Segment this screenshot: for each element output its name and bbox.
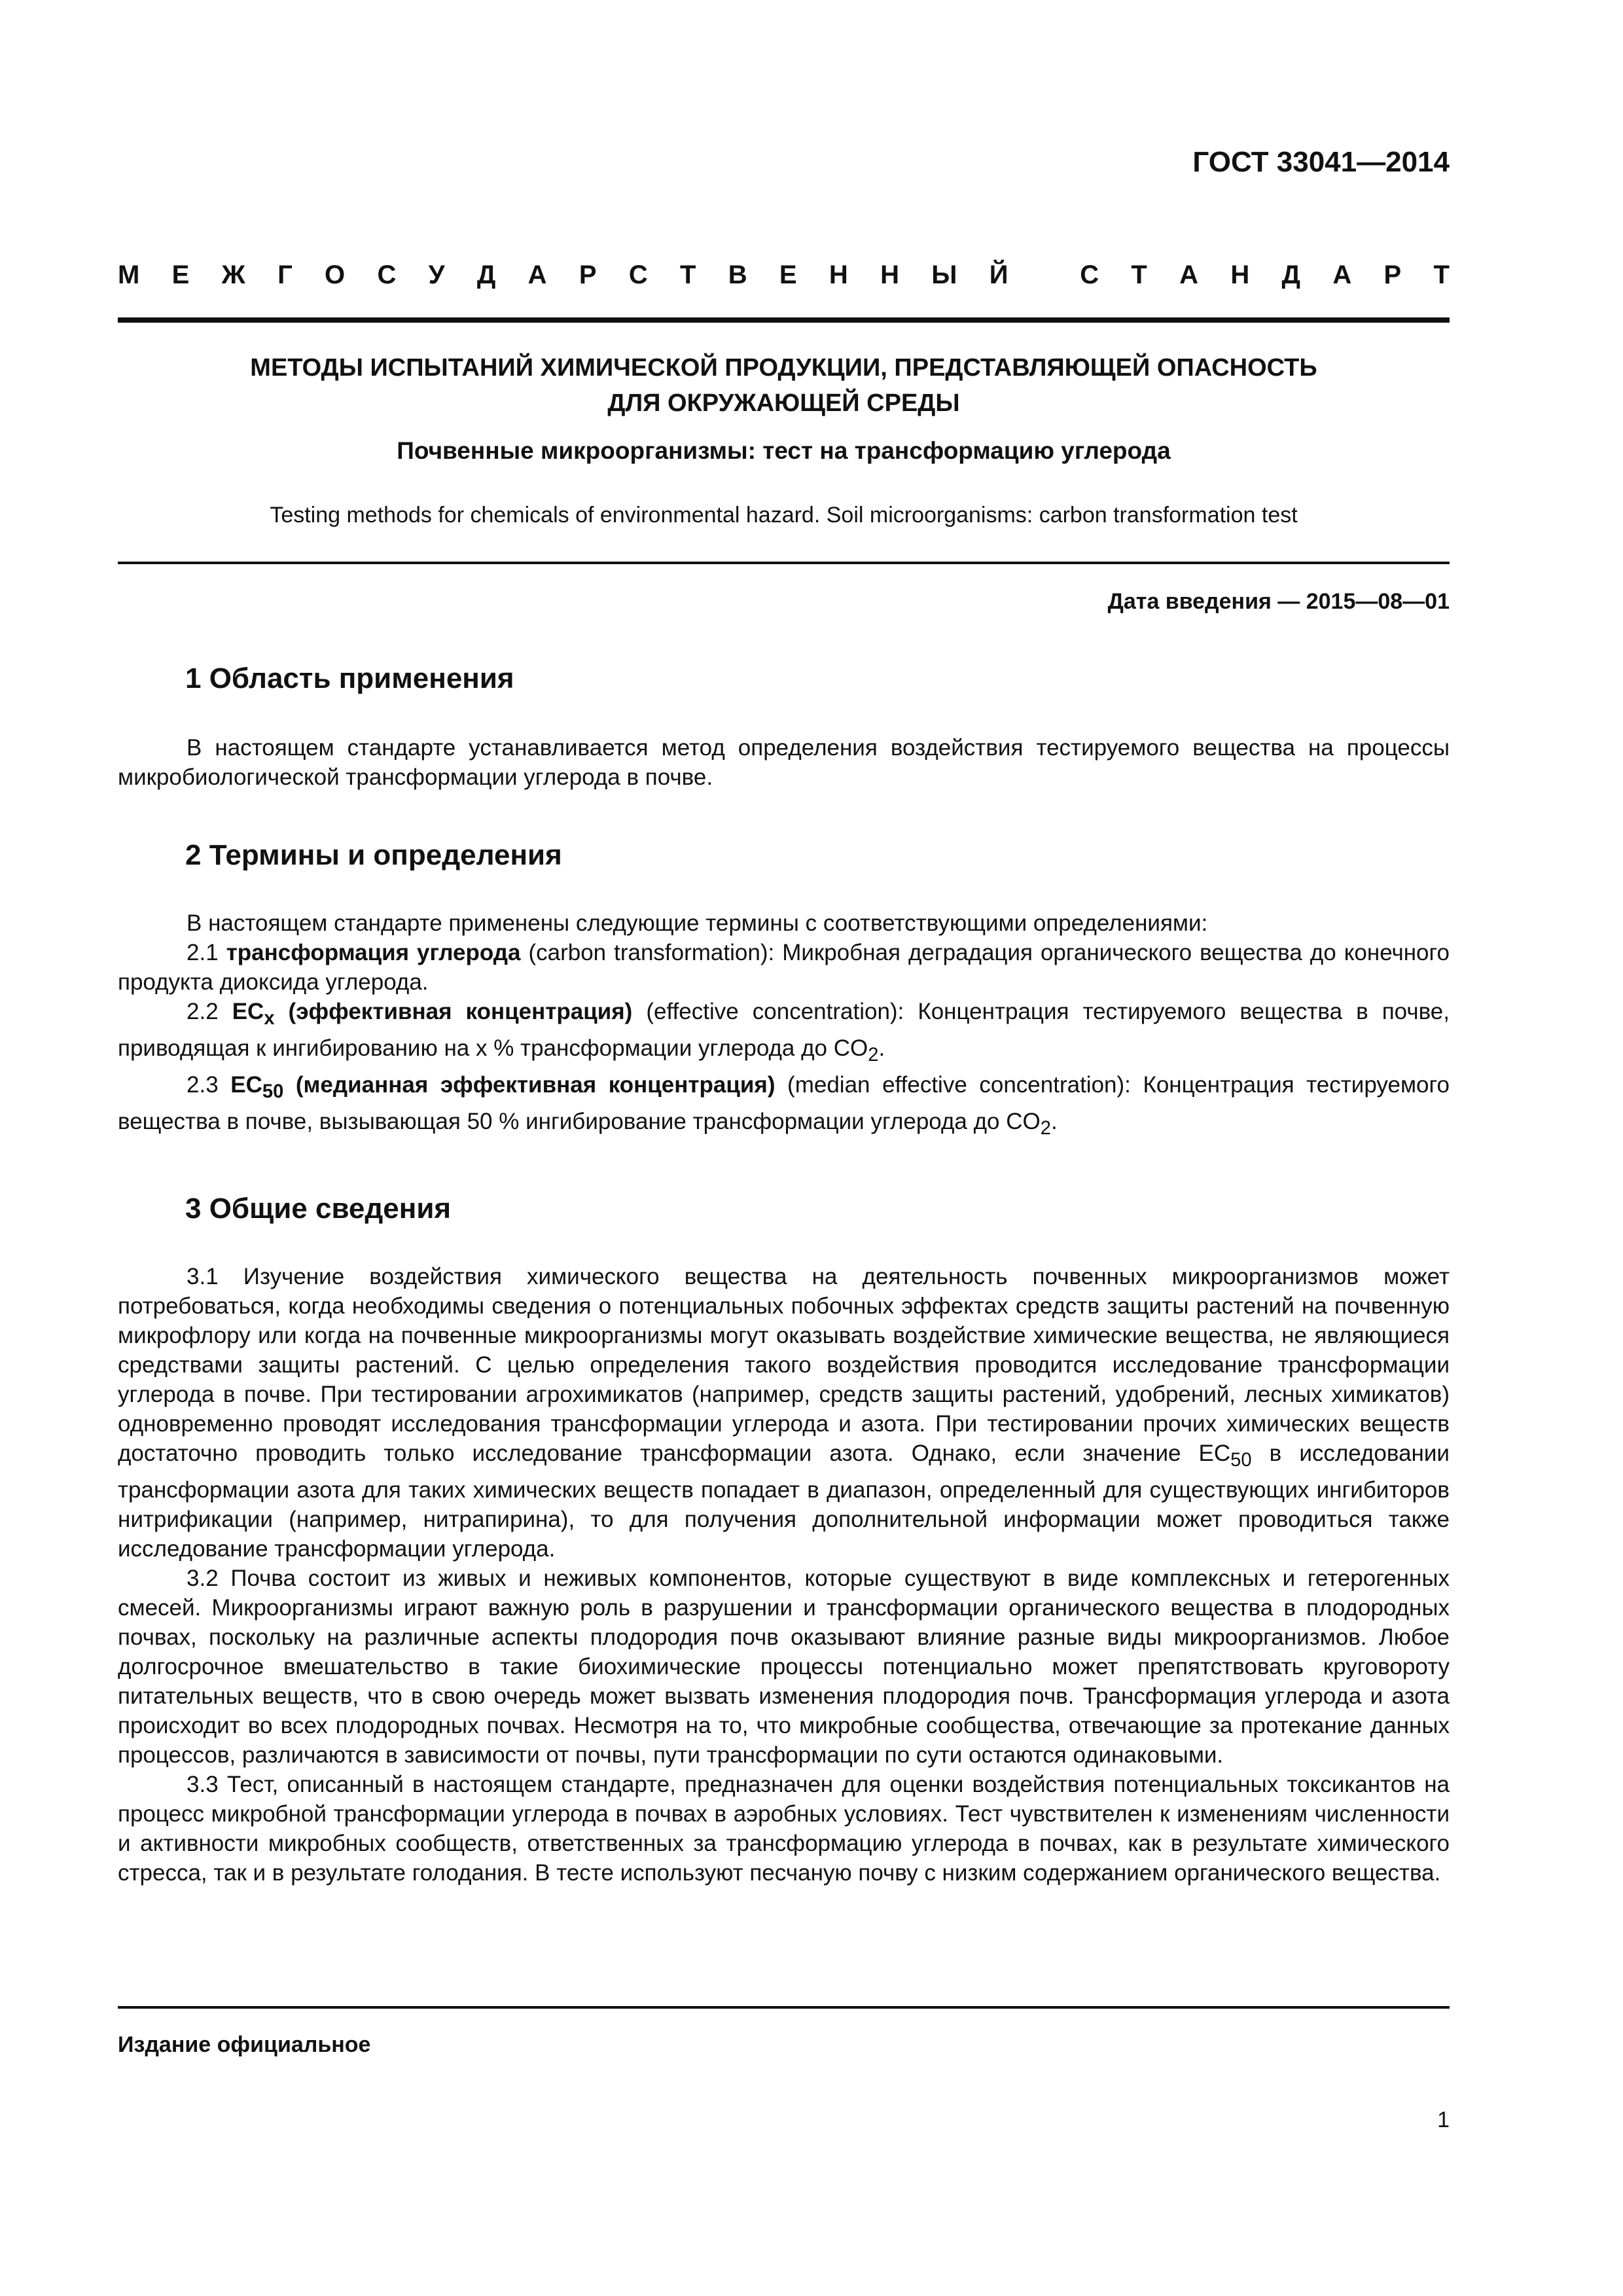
section-1-heading: 1 Область применения: [185, 662, 514, 694]
document-title: [118, 350, 1450, 421]
title-line-1: МЕТОДЫ ИСПЫТАНИЙ ХИМИЧЕСКОЙ ПРОДУКЦИИ, ПРЕДСТАВЛЯЮЩЕЙ ОПАСНОСТЬ: [250, 354, 1317, 382]
banner-letter: Д: [1281, 260, 1301, 289]
banner-letter: Е: [171, 260, 190, 289]
banner-letter: С: [628, 260, 648, 289]
document-subtitle: Почвенные микроорганизмы: тест на трансформацию углерода: [397, 437, 1171, 464]
title-rule: [118, 562, 1450, 564]
paragraph-3-1: 3.1 Изучение воздействия химического вещества на деятельность почвенных микроорганизмов может потребоваться, когда необходимы сведения о потенциальных побочных эффектах средств защиты растений на почвенную микрофлору или когда на почвенные микроорганизмы могут оказывать воздействие химические вещества, не являющиеся средствами защиты растений. С целью определения такого воздействия проводится исследование трансформации углерода в почве. При тестировании агрохимикатов (например, средств защиты растений, удобрений, лесных химикатов) одновременно проводят исследования трансформации углерода и азота. При тестировании прочих химических веществ достаточно проводить только исследование трансформации азота. Однако, если значение $EC_{50}$ в исследовании трансформации азота для таких химических веществ попадает в диапазон, определенный для существующих ингибиторов нитрификации (например, нитрапирина), то для получения дополнительной информации может проводиться также исследование трансформации углерода.: [118, 1264, 1450, 1562]
paragraph-3-2: 3.2 Почва состоит из живых и неживых компонентов, которые существуют в виде комплексных и гетерогенных смесей. Микроорганизмы играют важную роль в разрушении и трансформации органического вещества в плодородных почвах, поскольку на различные аспекты плодородия почв оказывают влияние разные виды микроорганизмов. Любое долгосрочное вмешательство в такие биохимические процессы потенциально может препятствовать круговороту питательных веществ, что в свою очередь может вызвать изменения плодородия почв. Трансформация углерода и азота происходит во всех плодородных почвах. Несмотря на то, что микробные сообщества, отвечающие за протекание данных процессов, различаются в зависимости от почвы, пути трансформации по сути остаются одинаковыми.: [118, 1566, 1450, 1768]
paragraph-3-3: 3.3 Тест, описанный в настоящем стандарте, предназначен для оценки воздействия потенциальных токсикантов на процесс микробной трансформации углерода в почвах в аэробных условиях. Тест чувствителен к изменениям численности и активности микробных сообществ, ответственных за трансформацию углерода в почвах, как в результате химического стресса, так и в результате голодания. В тесте используют песчаную почву с низким содержанием органического вещества.: [118, 1772, 1450, 1886]
effective-date: Дата введения — 2015—08—01: [1107, 589, 1450, 614]
banner-letter: Ж: [221, 260, 245, 289]
banner-letter: Г: [277, 260, 293, 289]
banner-letter: Р: [1383, 260, 1402, 289]
banner-letter: Т: [1131, 260, 1147, 289]
banner-letter: О: [325, 260, 346, 289]
page-number: 1: [1437, 2108, 1450, 2132]
section-3-body: [118, 1262, 1450, 1888]
banner-letter: А: [1332, 260, 1352, 289]
official-edition-label: Издание официальное: [118, 2032, 371, 2057]
banner-letter: Т: [680, 260, 696, 289]
banner-letter: Д: [476, 260, 496, 289]
banner-letter: Ы: [931, 260, 957, 289]
term-2-2-name: $EC_x$ (эффективная концентрация): [232, 999, 633, 1029]
term-2-1: 2.1 трансформация углерода (carbon transformation): Микробная деградация органического вещества до конечного продукта диоксида углерода.: [118, 940, 1450, 995]
english-title: Testing methods for chemicals of environmental hazard. Soil microorganisms: carbon transformation test: [270, 503, 1298, 528]
banner-letter: Т: [1433, 260, 1450, 289]
banner-letter: [1041, 260, 1048, 290]
section-2-heading: 2 Термины и определения: [185, 839, 562, 871]
banner-letter: М: [118, 260, 140, 289]
banner-letter: Н: [880, 260, 899, 289]
banner-letter: Й: [989, 260, 1008, 289]
banner-letter: Р: [579, 260, 597, 289]
banner-letter: С: [1080, 260, 1099, 289]
interstate-standard-banner: [118, 260, 1450, 290]
section-1-paragraph: В настоящем стандарте устанавливается метод определения воздействия тестируемого вещества на процессы микробиологической трансформации углерода в почве.: [118, 735, 1450, 790]
term-2-2: 2.2 $EC_x$ (эффективная концентрация) (effective concentration): Концентрация тестируемого вещества в почве, приводящая к ингибированию на x % трансформации углерода до $CO_2$.: [118, 999, 1450, 1066]
section-2-intro: В настоящем стандарте применены следующие термины с соответствующими определениями:: [187, 910, 1208, 936]
banner-letter: А: [527, 260, 547, 289]
document-number: ГОСТ 33041—2014: [1192, 146, 1450, 178]
banner-letter: Е: [779, 260, 797, 289]
banner-letter: В: [728, 260, 747, 289]
title-line-2: ДЛЯ ОКРУЖАЮЩЕЙ СРЕДЫ: [607, 389, 960, 417]
banner-letter: А: [1179, 260, 1199, 289]
section-3-heading: 3 Общие сведения: [185, 1193, 452, 1225]
header-rule: [118, 317, 1450, 323]
banner-letter: У: [428, 260, 445, 289]
term-2-1-name: трансформация углерода: [226, 940, 521, 965]
section-1-body: [118, 733, 1450, 792]
section-2-body: [118, 908, 1450, 1143]
term-2-3: 2.3 $EC_{50}$ (медианная эффективная концентрация) (median effective concentration): Концентрация тестируемого вещества в почве, вызывающая 50 % ингибирование трансформации углерода до $CO_2$.: [118, 1072, 1450, 1139]
footer-rule: [118, 2006, 1450, 2009]
banner-letter: С: [377, 260, 397, 289]
term-2-3-name: $EC_{50}$ (медианная эффективная концентрация): [230, 1072, 776, 1102]
banner-letter: Н: [829, 260, 848, 289]
banner-letter: Н: [1230, 260, 1250, 289]
